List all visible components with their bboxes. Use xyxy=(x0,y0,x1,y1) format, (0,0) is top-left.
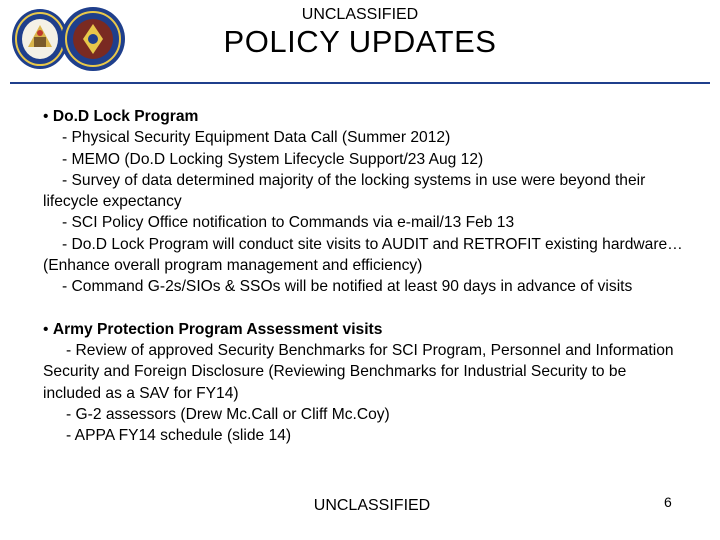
list-item: - MEMO (Do.D Locking System Lifecycle Support/23 Aug 12) xyxy=(62,150,484,168)
section-heading-line xyxy=(43,106,683,127)
section-army-protection-program xyxy=(43,319,683,447)
list-item: - Physical Security Equipment Data Call (Summer 2012) xyxy=(62,129,451,147)
page-number: 6 xyxy=(664,494,672,510)
bottom-classification-banner: UNCLASSIFIED xyxy=(313,497,431,514)
top-classification-banner: UNCLASSIFIED xyxy=(301,6,419,23)
list-item: - APPA FY14 schedule (slide 14) xyxy=(66,427,292,445)
bullet-icon: • xyxy=(43,320,49,338)
list-item: - SCI Policy Office notification to Commands via e-mail/13 Feb 13 xyxy=(62,214,515,232)
list-item: - Survey of data determined majority of the locking systems in use were beyond their lifecycle expectancy xyxy=(43,171,646,211)
list-item: - G-2 assessors (Drew Mc.Call or Cliff Mc.Coy) xyxy=(66,405,390,423)
section-heading-line xyxy=(43,319,683,340)
section-heading: Army Protection Program Assessment visits xyxy=(52,320,383,338)
list-item: - Review of approved Security Benchmarks for SCI Program, Personnel and Information Security and Foreign Disclosure (Reviewing Benchmarks for Industrial Security to be included as a SAV for FY14) xyxy=(43,341,674,402)
list-item: - Do.D Lock Program will conduct site visits to AUDIT and RETROFIT existing hardware…(Enhance overall program management and efficiency) xyxy=(43,235,683,275)
section-dod-lock-program xyxy=(43,106,683,298)
page-title: POLICY UPDATES xyxy=(223,24,497,59)
bullet-icon: • xyxy=(43,108,49,125)
list-item: - Command G-2s/SIOs & SSOs will be notified at least 90 days in advance of visits xyxy=(62,278,633,296)
section-heading: Do.D Lock Program xyxy=(52,108,199,125)
header-divider xyxy=(10,82,710,84)
slide-body xyxy=(43,106,683,446)
